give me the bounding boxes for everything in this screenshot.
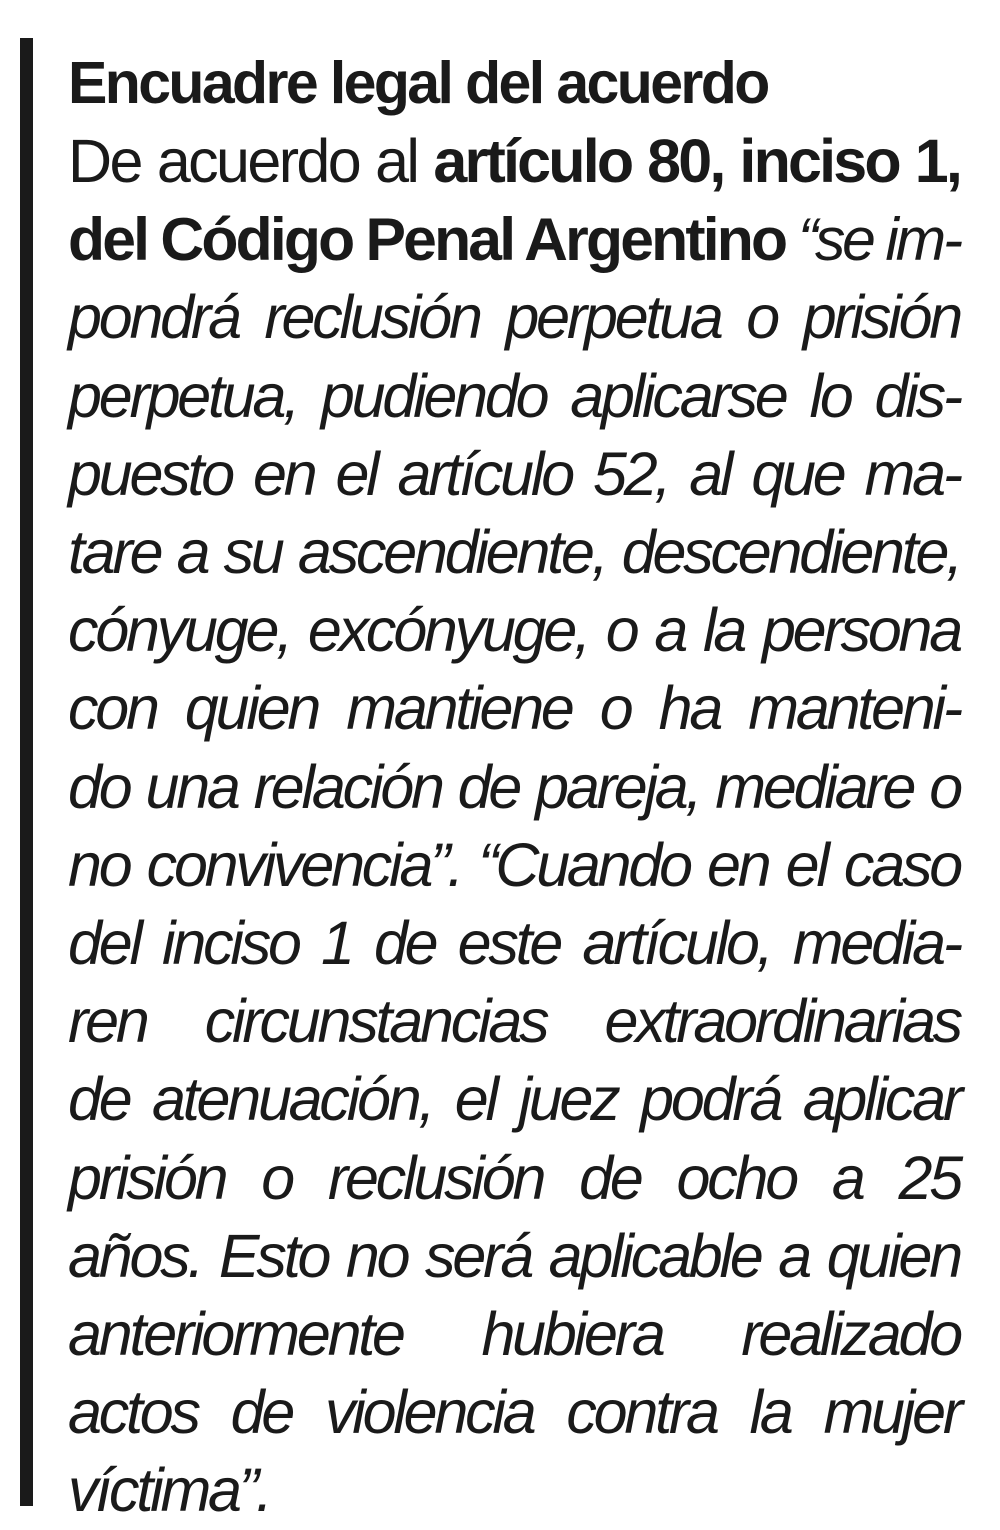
quoted-text: años. Esto no será aplicable a quien <box>68 1221 960 1290</box>
quoted-text: pondrá reclusión perpetua o prisión <box>68 283 960 352</box>
text-line <box>68 513 960 591</box>
text-line <box>68 1295 960 1373</box>
text-line <box>68 1217 960 1295</box>
text-line <box>68 826 960 904</box>
text-line <box>68 1060 960 1138</box>
bold-text: artículo 80, inciso 1, <box>433 127 960 195</box>
quoted-text: perpetua, pudiendo aplicarse lo dis- <box>68 361 960 430</box>
quoted-text: puesto en el artículo 52, al que ma- <box>68 439 960 508</box>
quoted-text: “se im- <box>785 205 960 274</box>
quoted-text: con quien mantiene o ha manteni- <box>68 674 960 743</box>
quoted-text: del inciso 1 de este artículo, media- <box>68 909 960 978</box>
quoted-text: de atenuación, el juez podrá aplicar <box>68 1065 960 1134</box>
quoted-text: ren circunstancias extraordinarias <box>68 987 960 1056</box>
body-paragraph <box>68 122 960 1530</box>
quoted-text: no convivencia”. “Cuando en el caso <box>68 830 960 899</box>
sidebar-accent-bar <box>20 38 33 1506</box>
text-line <box>68 357 960 435</box>
plain-text: De acuerdo al <box>68 127 434 195</box>
text-line <box>68 122 960 200</box>
section-heading: Encuadre legal del acuerdo <box>68 50 768 116</box>
legal-framework-box <box>68 44 960 1530</box>
text-line <box>68 591 960 669</box>
text-line <box>68 435 960 513</box>
text-line <box>68 904 960 982</box>
quoted-text: tare a su ascendiente, descendiente, <box>68 518 960 587</box>
text-line <box>68 1451 960 1529</box>
text-line <box>68 200 960 278</box>
quoted-text: víctima”. <box>68 1456 270 1525</box>
text-line <box>68 1373 960 1451</box>
quoted-text: prisión o reclusión de ocho a 25 <box>68 1143 960 1212</box>
text-line <box>68 669 960 747</box>
text-line <box>68 982 960 1060</box>
text-line <box>68 278 960 356</box>
quoted-text: anteriormente hubiera realizado <box>68 1300 960 1369</box>
text-line <box>68 748 960 826</box>
quoted-text: do una relación de pareja, mediare o <box>68 752 960 821</box>
quoted-text: actos de violencia contra la mujer <box>68 1378 960 1447</box>
text-line <box>68 1139 960 1217</box>
bold-text: del Código Penal Argentino <box>68 205 786 274</box>
quoted-text: cónyuge, excónyuge, o a la persona <box>68 596 960 665</box>
